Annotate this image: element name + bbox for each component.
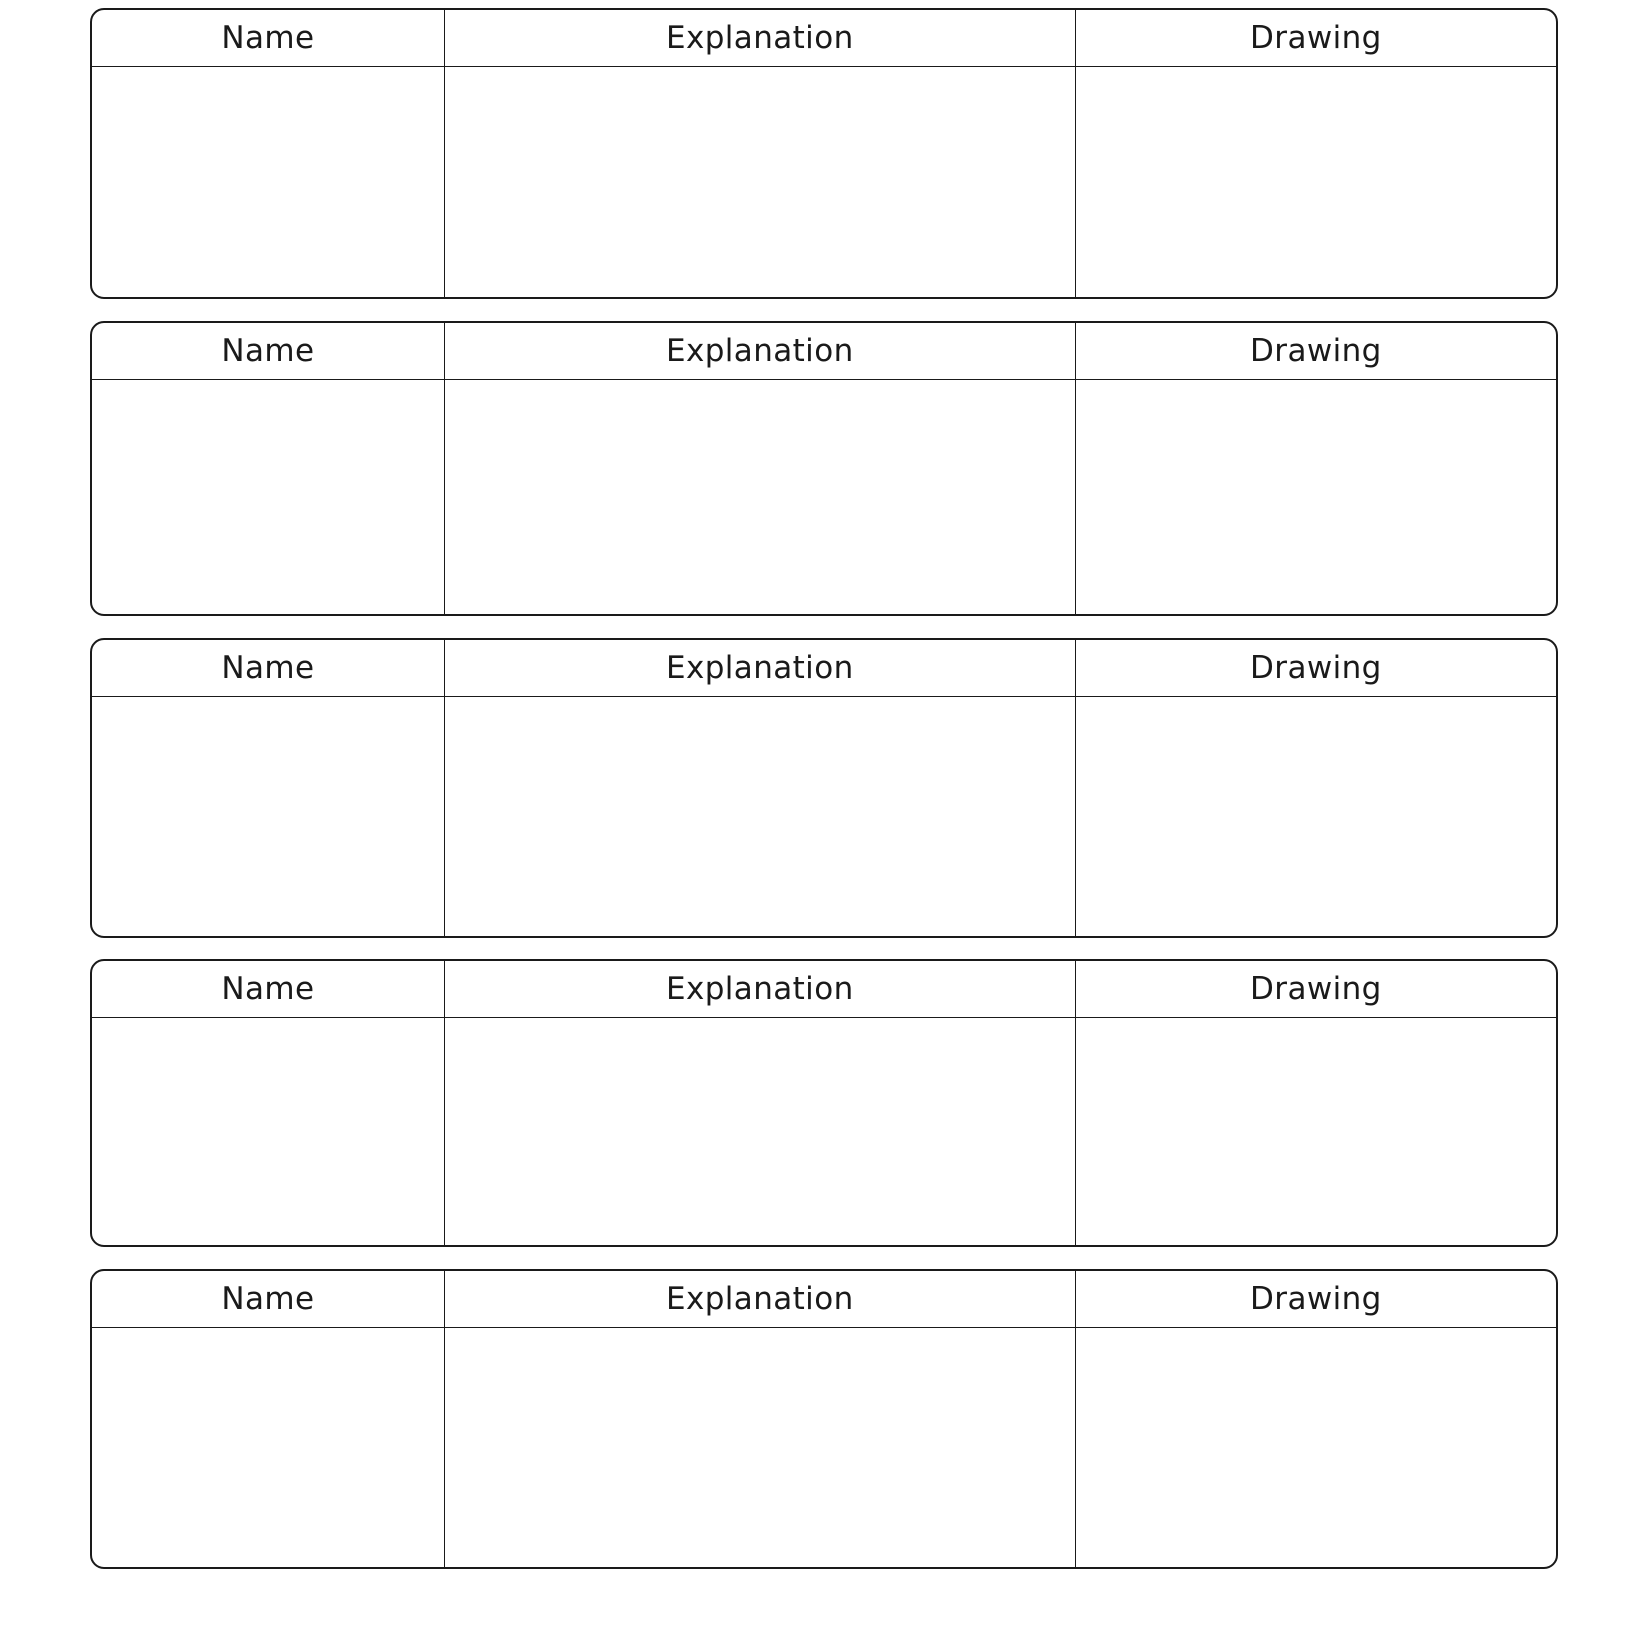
name-field[interactable]: [92, 697, 445, 936]
table-entry-row: [92, 1018, 1556, 1245]
drawing-field[interactable]: [1076, 1018, 1556, 1245]
table-header-row: [92, 1271, 1556, 1328]
drawing-field[interactable]: [1076, 1328, 1556, 1567]
explanation-field[interactable]: [445, 1018, 1076, 1245]
column-header-explanation: Explanation: [445, 323, 1076, 379]
name-field[interactable]: [92, 1018, 445, 1245]
table-entry-row: [92, 697, 1556, 936]
column-header-explanation: Explanation: [445, 10, 1076, 66]
entry-table-5: [90, 1269, 1558, 1569]
explanation-field[interactable]: [445, 67, 1076, 297]
column-header-name: Name: [92, 10, 445, 66]
table-header-row: [92, 640, 1556, 697]
table-entry-row: [92, 1328, 1556, 1567]
drawing-field[interactable]: [1076, 67, 1556, 297]
name-field[interactable]: [92, 67, 445, 297]
column-header-drawing: Drawing: [1250, 20, 1382, 56]
entry-table-2: [90, 321, 1558, 616]
column-header-explanation: Explanation: [445, 640, 1076, 696]
entry-table-4: [90, 959, 1558, 1247]
column-header-drawing: Drawing: [1250, 1281, 1382, 1317]
column-header-explanation: Explanation: [445, 961, 1076, 1017]
column-header-name: Name: [92, 640, 445, 696]
table-header-row: [92, 323, 1556, 380]
name-field[interactable]: [92, 1328, 445, 1567]
name-field[interactable]: [92, 380, 445, 614]
entry-table-3: [90, 638, 1558, 938]
table-header-row: [92, 10, 1556, 67]
column-header-name: Name: [92, 1271, 445, 1327]
table-header-row: [92, 961, 1556, 1018]
entry-table-1: [90, 8, 1558, 299]
drawing-field[interactable]: [1076, 697, 1556, 936]
column-header-drawing: Drawing: [1250, 333, 1382, 369]
table-entry-row: [92, 380, 1556, 614]
explanation-field[interactable]: [445, 1328, 1076, 1567]
drawing-field[interactable]: [1076, 380, 1556, 614]
column-header-name: Name: [92, 323, 445, 379]
column-header-name: Name: [92, 961, 445, 1017]
column-header-drawing: Drawing: [1250, 971, 1382, 1007]
explanation-field[interactable]: [445, 697, 1076, 936]
explanation-field[interactable]: [445, 380, 1076, 614]
column-header-explanation: Explanation: [445, 1271, 1076, 1327]
column-header-drawing: Drawing: [1250, 650, 1382, 686]
table-entry-row: [92, 67, 1556, 297]
